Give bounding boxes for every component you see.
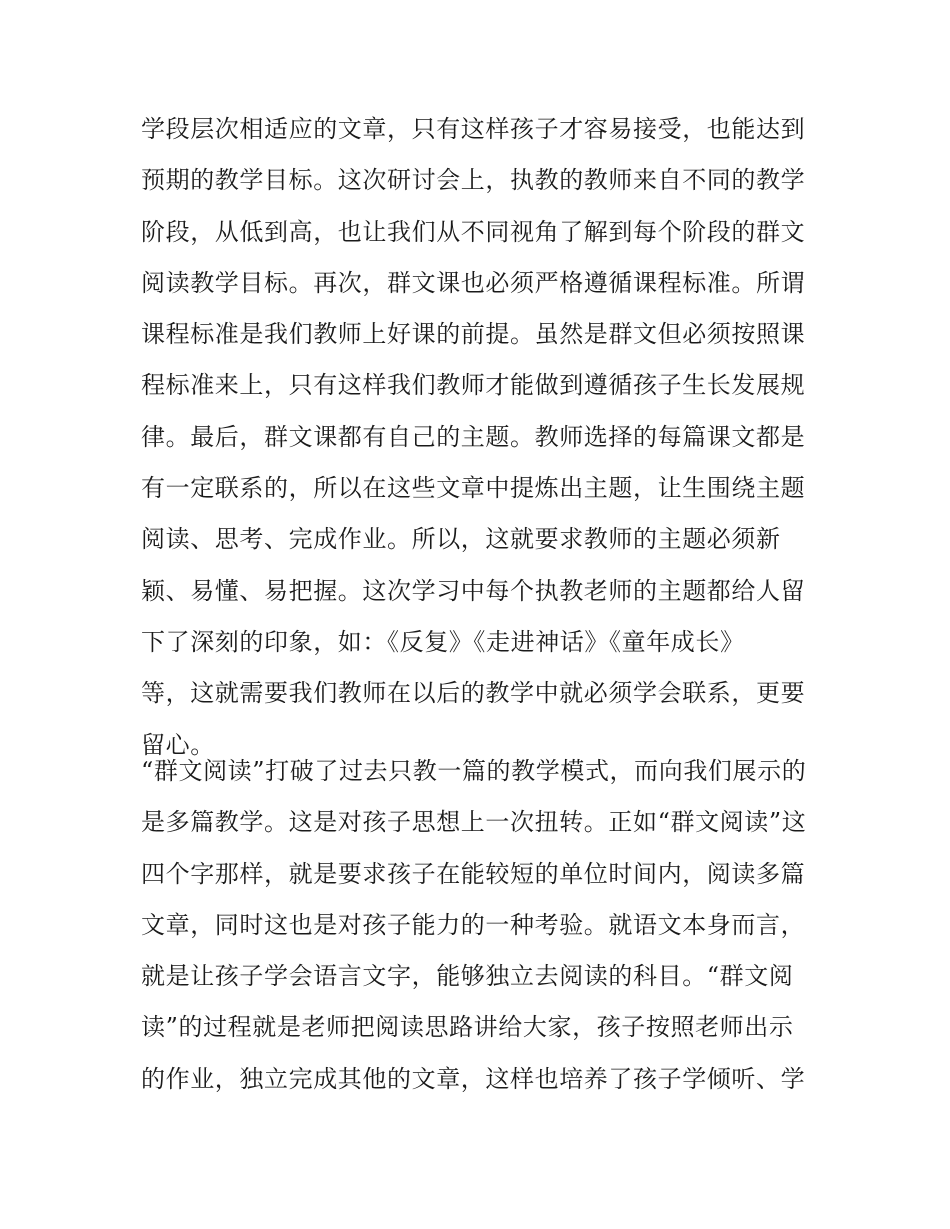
text-line: 有一定联系的，所以在这些文章中提炼出主题，让生围绕主题: [141, 474, 806, 503]
text-line: 读”的过程就是老师把阅读思路讲给大家，孩子按照老师出示: [141, 1013, 794, 1042]
paragraph-continued: [141, 104, 821, 771]
text-line: 律。最后，群文课都有自己的主题。教师选择的每篇课文都是: [141, 422, 806, 451]
text-line: 是多篇教学。这是对孩子思想上一次扭转。正如“群文阅读”这: [141, 808, 807, 837]
text-line: 等，这就需要我们教师在以后的教学中就必须学会联系，更要: [141, 679, 806, 708]
text-line: 课程标准是我们教师上好课的前提。虽然是群文但必须按照课: [141, 320, 806, 349]
text-line: 阅读、思考、完成作业。所以，这就要求教师的主题必须新: [141, 525, 781, 554]
text-line: 阶段，从低到高，也让我们从不同视角了解到每个阶段的群文: [141, 217, 806, 246]
text-line: 留心。: [141, 730, 215, 759]
text-line: 就是让孩子学会语言文字，能够独立去阅读的科目。“群文阅: [141, 962, 794, 991]
text-line: 学段层次相适应的文章，只有这样孩子才容易接受，也能达到: [141, 115, 806, 143]
text-line: 下了深刻的印象，如：《反复》《走进神话》《童年成长》: [141, 627, 745, 656]
text-line: 的作业，独立完成其他的文章，这样也培养了孩子学倾听、学: [141, 1064, 806, 1093]
text-line: 颖、易懂、易把握。这次学习中每个执教老师的主题都给人留: [141, 576, 806, 605]
text-line: 四个字那样，就是要求孩子在能较短的单位时间内，阅读多篇: [141, 859, 806, 888]
text-line: “群文阅读”打破了过去只教一篇的教学模式，而向我们展示的: [141, 757, 807, 785]
paragraph-group-reading: [141, 746, 821, 1105]
text-line: 阅读教学目标。再次，群文课也必须严格遵循课程标准。所谓: [141, 268, 806, 297]
text-line: 程标准来上，只有这样我们教师才能做到遵循孩子生长发展规: [141, 371, 806, 400]
text-line: 文章，同时这也是对孩子能力的一种考验。就语文本身而言，: [141, 910, 806, 939]
text-line: 预期的教学目标。这次研讨会上，执教的教师来自不同的教学: [141, 166, 806, 195]
